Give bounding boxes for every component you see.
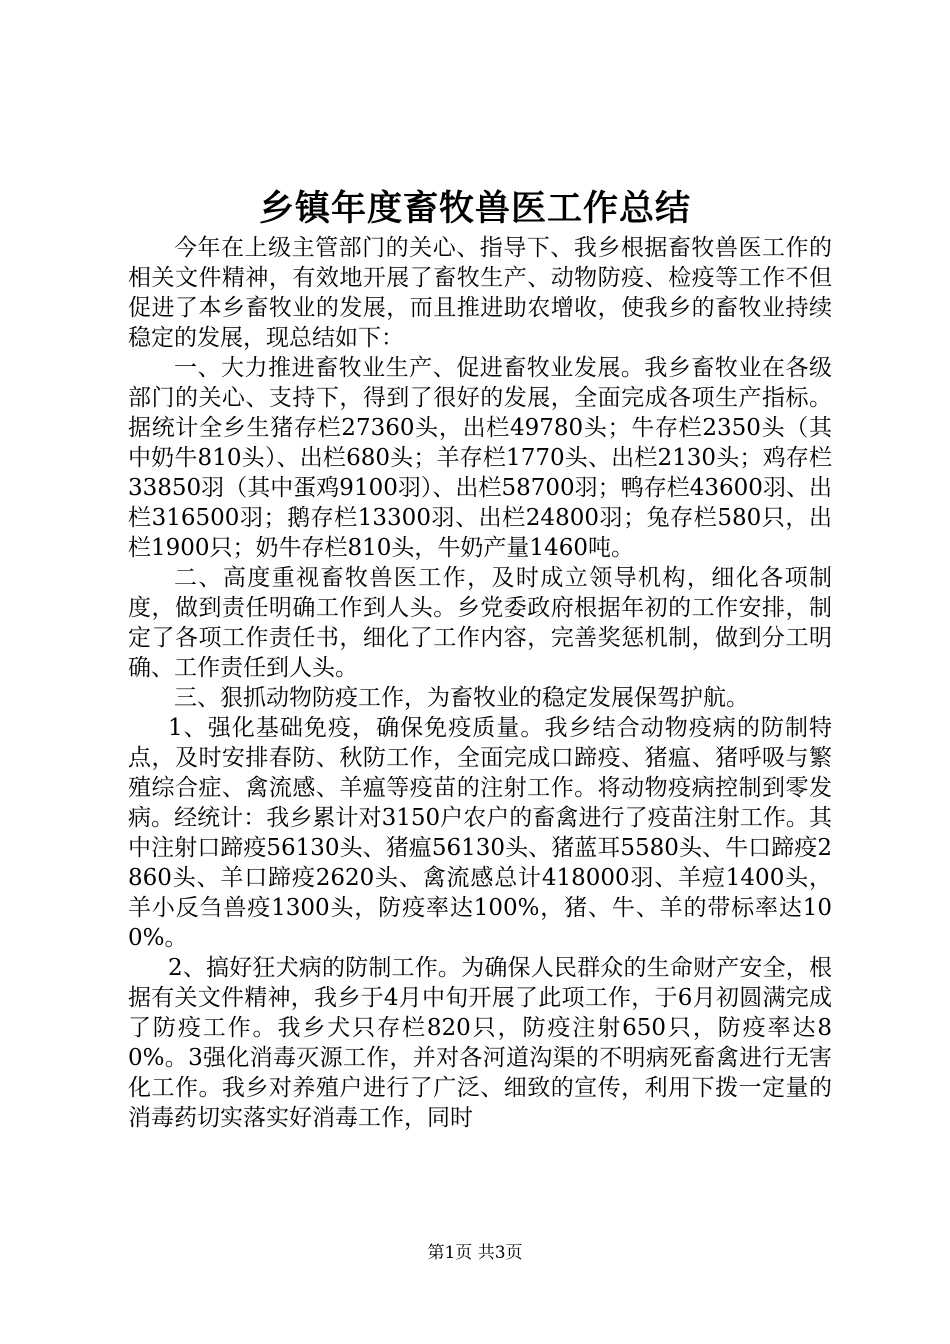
section-1-paragraph: 一、大力推进畜牧业生产、促进畜牧业发展。我乡畜牧业在各级部门的关心、支持下，得到了很好的发展，全面完成各项生产指标。据统计全乡生猪存栏27360头，出栏49780头；牛存栏2350头（其中奶牛810头）、出栏680头；羊存栏1770头、出栏2130头；鸡存栏33850羽（其中蛋鸡9100羽）、出栏58700羽；鸭存栏43600羽、出栏316500羽；鹅存栏13300羽、出栏24800羽；兔存栏580只，出栏1900只；奶牛存栏810头，牛奶产量1460吨。 — [128, 355, 832, 561]
section-3-heading: 三、狠抓动物防疫工作，为畜牧业的稳定发展保驾护航。 — [174, 685, 749, 711]
section-3-item-1: 1、强化基础免疫，确保免疫质量。我乡结合动物疫病的防制特点，及时安排春防、秋防工作，全面完成口蹄疫、猪瘟、猪呼吸与繁殖综合症、禽流感、羊瘟等疫苗的注射工作。将动物疫病控制到零发病。经统计：我乡累计对3150户农户的畜禽进行了疫苗注射工作。其中注射口蹄疫56130头、猪瘟56130头、猪蓝耳5580头、牛口蹄疫2860头、羊口蹄疫2620头、禽流感总计418000羽、羊痘1400头，羊小反刍兽疫1300头，防疫率达100%，猪、牛、羊的带标率达100%。 — [128, 715, 832, 951]
intro-paragraph: 今年在上级主管部门的关心、指导下、我乡根据畜牧兽医工作的相关文件精神，有效地开展了畜牧生产、动物防疫、检疫等工作不但促进了本乡畜牧业的发展，而且推进助农增收，使我乡的畜牧业持续稳定的发展，现总结如下： — [128, 235, 832, 351]
document-title: 乡镇年度畜牧兽医工作总结 — [258, 188, 691, 229]
section-2-paragraph: 二、高度重视畜牧兽医工作，及时成立领导机构，细化各项制度，做到责任明确工作到人头。乡党委政府根据年初的工作安排，制定了各项工作责任书，细化了工作内容，完善奖惩机制，做到分工明确、工作责任到人头。 — [128, 565, 832, 681]
section-3-item-2: 2、搞好狂犬病的防制工作。为确保人民群众的生命财产安全，根据有关文件精神，我乡于4月中旬开展了此项工作，于6月初圆满完成了防疫工作。我乡犬只存栏820只，防疫注射650只，防疫率达80%。3强化消毒灭源工作，并对各河道沟渠的不明病死畜禽进行无害化工作。我乡对养殖户进行了广泛、细致的宣传，利用下拨一定量的消毒药切实落实好消毒工作，同时 — [128, 955, 832, 1131]
document-body — [128, 233, 832, 1133]
page-number-footer: 第1页 共3页 — [427, 1243, 523, 1263]
